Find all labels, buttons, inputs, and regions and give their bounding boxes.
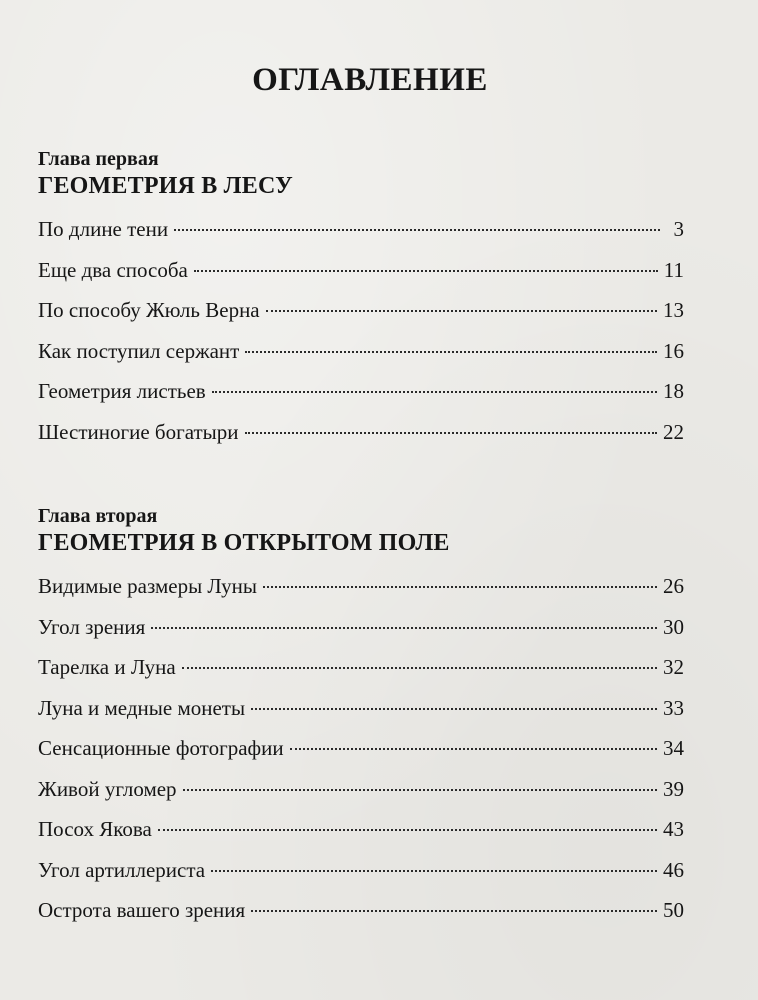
entry-page-number: 43 [663,817,684,841]
entry-page-number: 16 [663,338,684,363]
dot-leader [158,829,657,831]
chapter-entries [38,566,684,931]
toc-entry[interactable] [38,850,684,891]
dot-leader [245,432,657,434]
toc-entry[interactable] [38,290,684,331]
entry-title: Как поступил сержант [38,338,240,363]
entry-page-number: 22 [663,419,684,444]
entry-title: Сенсационные фотографии [38,736,284,760]
page-title: ОГЛАВЛЕНИЕ [252,62,488,98]
chapter-label: Глава первая [38,148,159,170]
entry-page-number: 33 [663,695,684,720]
toc-entry[interactable] [38,209,684,250]
chapter-title: ГЕОМЕТРИЯ В ОТКРЫТОМ ПОЛЕ [38,530,450,556]
dot-leader [266,310,657,312]
entry-title: По способу Жюль Верна [38,298,260,322]
toc-entry[interactable] [38,371,684,412]
dot-leader [251,910,657,912]
toc-entry[interactable] [38,688,684,729]
entry-page-number: 26 [663,574,684,598]
chapter-1 [38,147,684,452]
entry-page-number: 32 [663,655,684,679]
dot-leader [263,586,657,588]
entry-title: Луна и медные монеты [38,695,246,720]
chapter-entries [38,209,684,452]
toc-entry[interactable] [38,412,684,453]
dot-leader [211,870,657,872]
entry-title: Видимые размеры Луны [38,574,257,598]
toc-entry[interactable] [38,769,684,810]
entry-title: Посох Якова [38,817,152,841]
toc-entry[interactable] [38,607,684,648]
entry-page-number: 46 [663,857,684,882]
chapter-title: ГЕОМЕТРИЯ В ЛЕСУ [38,173,294,199]
toc-entry[interactable] [38,809,684,850]
entry-title: По длине тени [38,217,169,241]
entry-page-number: 11 [663,257,684,282]
toc-entry[interactable] [38,647,684,688]
dot-leader [251,708,657,710]
dot-leader [194,270,658,272]
dot-leader [151,627,657,629]
entry-title: Угол зрения [38,614,146,639]
toc-entry[interactable] [38,728,684,769]
dot-leader [212,391,657,393]
dot-leader [183,789,657,791]
chapter-2 [38,504,684,931]
entry-title: Геометрия листьев [38,379,206,403]
entry-page-number: 34 [663,736,684,760]
entry-page-number: 39 [663,776,684,801]
dot-leader [174,229,660,231]
toc-entry[interactable] [38,331,684,372]
toc-entry[interactable] [38,566,684,607]
toc-entry[interactable] [38,250,684,291]
entry-page-number: 50 [663,898,684,922]
entry-page-number: 3 [673,217,684,241]
toc-entry[interactable] [38,890,684,931]
entry-title: Тарелка и Луна [38,655,176,679]
chapter-label: Глава вторая [38,505,158,527]
dot-leader [245,351,657,353]
entry-title: Еще два способа [38,257,188,282]
entry-title: Шестиногие богатыри [38,419,239,444]
entry-title: Острота вашего зрения [38,898,246,922]
entry-page-number: 18 [663,379,684,403]
entry-title: Угол артиллериста [38,857,206,882]
entry-page-number: 30 [663,614,684,639]
dot-leader [290,748,657,750]
entry-title: Живой угломер [38,776,177,801]
entry-page-number: 13 [663,298,684,322]
dot-leader [182,667,657,669]
